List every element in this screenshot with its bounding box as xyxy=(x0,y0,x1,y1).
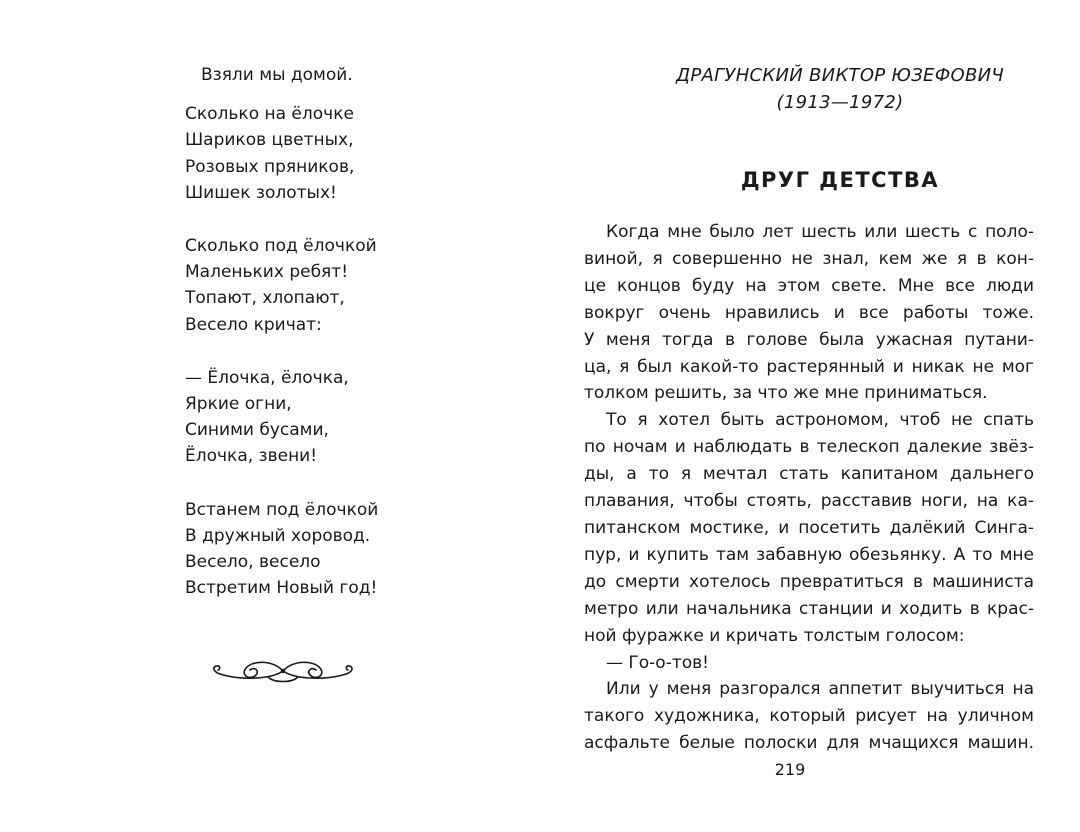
story-line: ды, а то я мечтал стать капитаном дальнего xyxy=(584,464,1034,485)
story-line: толком решить, за что же мне приниматься. xyxy=(584,383,988,404)
story-line: це концов буду на этом свете. Мне все люди xyxy=(584,275,1034,296)
story-line: У меня тогда в голове была ужасная путани- xyxy=(584,329,1034,350)
story-line: Или у меня разгорался аппетит выучиться на xyxy=(606,679,1034,700)
story-text xyxy=(584,219,1034,757)
story-line: такого художника, который рисует на уличном xyxy=(584,706,1034,727)
story-line: Когда мне было лет шесть или шесть с поло- xyxy=(606,222,1034,242)
poem-line: Розовых пряников, xyxy=(185,156,355,177)
author-name: ДРАГУНСКИЙ ВИКТОР ЮЗЕФОВИЧ xyxy=(675,65,1005,86)
poem-stanza xyxy=(185,497,515,602)
story-line: виной, я совершенно не знал, кем же я в кон- xyxy=(584,248,1034,269)
story-title: ДРУГ ДЕТСТВА xyxy=(740,168,940,192)
story-line: плавания, чтобы стоять, расставив ноги, на ка- xyxy=(584,491,1034,512)
story-line: до смерти хотелось превратиться в машиниста xyxy=(584,571,1034,592)
poem-line: Встретим Новый год! xyxy=(185,578,378,599)
poem-line: Ёлочка, звени! xyxy=(185,446,318,467)
poem-line: Шишек золотых! xyxy=(185,182,337,203)
story-line: То я хотел быть астрономом, чтоб не спать xyxy=(606,410,1034,431)
story-line: метро или начальника станции и ходить в крас- xyxy=(584,598,1034,619)
story-line: — Го-о-тов! xyxy=(606,652,709,673)
poem-line: Яркие огни, xyxy=(185,394,292,415)
story-line: питанском мостике, и посетить далёкий Синга- xyxy=(584,517,1034,538)
author-heading xyxy=(540,62,1080,116)
story-line: асфальте белые полоски для мчащихся машин. xyxy=(584,733,1034,754)
poem-stanza xyxy=(185,365,515,470)
poem-line: Шариков цветных, xyxy=(185,130,354,151)
poem-line: Весело, весело xyxy=(185,552,321,573)
author-years: (1913—1972) xyxy=(776,92,904,113)
story-line: ной фуражке и кричать толстым голосом: xyxy=(584,625,965,646)
story-line: вокруг очень нравились и все работы тоже. xyxy=(584,302,1034,323)
poem-stanza xyxy=(185,62,515,88)
poem-line: Весело кричат: xyxy=(185,314,322,335)
story-line: по ночам и наблюдать в телескоп далекие звёз- xyxy=(584,437,1034,458)
right-page xyxy=(540,0,1080,832)
poem-stanza xyxy=(185,101,515,206)
poem-line: — Ёлочка, ёлочка, xyxy=(185,367,349,388)
poem-line: Сколько под ёлочкой xyxy=(185,236,377,257)
story-line: пур, и купить там забавную обезьянку. А то мне xyxy=(584,544,1034,565)
poem-stanza xyxy=(185,233,515,338)
poem-line: Синими бусами, xyxy=(185,420,329,441)
page-number: 219 xyxy=(774,760,806,779)
story-line: ца, я был какой-то растерянный и никак не мог xyxy=(584,356,1034,377)
poem-line: Встанем под ёлочкой xyxy=(185,499,379,520)
poem xyxy=(185,62,515,628)
flourish-ornament-icon xyxy=(208,650,358,692)
poem-line: Маленьких ребят! xyxy=(185,262,349,283)
poem-line: Топают, хлопают, xyxy=(185,288,345,309)
poem-line: В дружный хоровод. xyxy=(185,525,371,546)
poem-line: Взяли мы домой. xyxy=(201,65,353,85)
poem-line: Сколько на ёлочке xyxy=(185,104,354,125)
